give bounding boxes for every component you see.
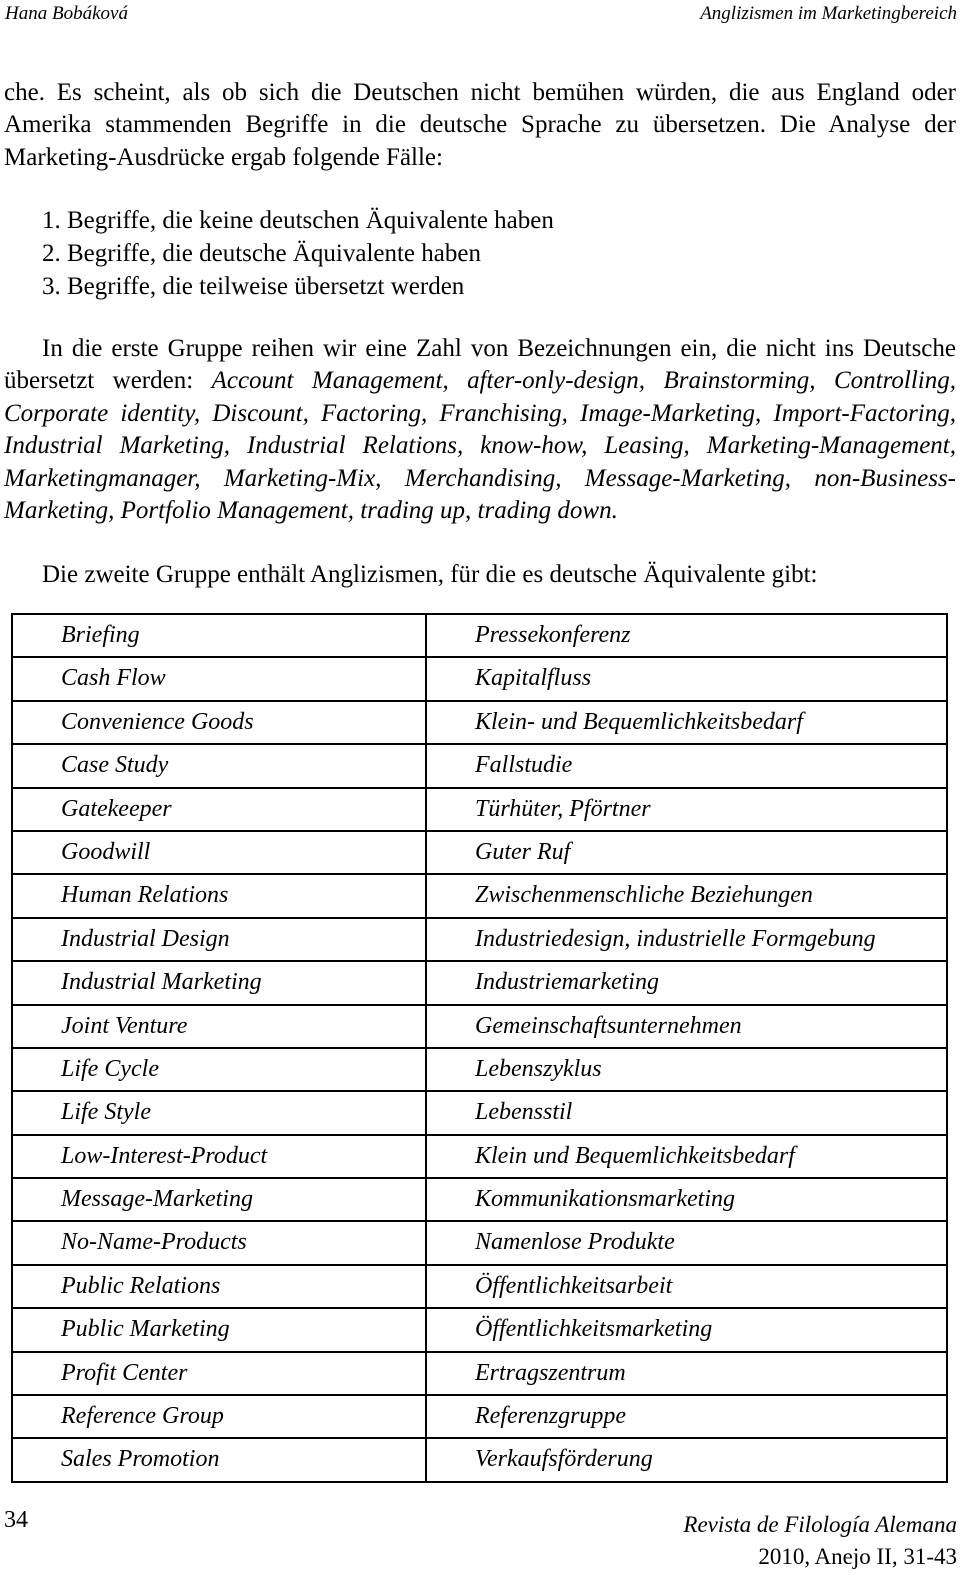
- list-item: 2. Begriffe, die deutsche Äquivalente haben: [42, 240, 481, 267]
- english-term-cell: Profit Center: [11, 1353, 425, 1394]
- page-number: 34: [4, 1507, 28, 1533]
- german-equivalent-cell: Ertragszentrum: [425, 1353, 948, 1394]
- table-row: [11, 1090, 948, 1133]
- anglicism-table: [11, 613, 948, 1483]
- english-term-cell: Case Study: [11, 745, 425, 786]
- german-equivalent-cell: Fallstudie: [425, 745, 948, 786]
- running-header-author: Hana Bobáková: [5, 3, 128, 24]
- table-row: [11, 1264, 948, 1307]
- english-term-cell: Briefing: [11, 615, 425, 656]
- table-row: [11, 613, 948, 656]
- table-row: [11, 1177, 948, 1220]
- german-equivalent-cell: Öffentlichkeitsarbeit: [425, 1266, 948, 1307]
- german-equivalent-cell: Industriedesign, industrielle Formgebung: [425, 919, 948, 960]
- german-equivalent-cell: Verkaufsförderung: [425, 1439, 948, 1480]
- german-equivalent-cell: Pressekonferenz: [425, 615, 948, 656]
- table-row: [11, 1351, 948, 1394]
- list-item: 1. Begriffe, die keine deutschen Äquivalente haben: [42, 207, 554, 234]
- english-term-cell: Cash Flow: [11, 658, 425, 699]
- paragraph-intro: In die erste Gruppe reihen wir eine Zahl von Bezeichnungen ein, die nicht ins Deutsche übersetzt werden:: [4, 335, 956, 395]
- category-list: [42, 204, 554, 303]
- english-term-cell: No-Name-Products: [11, 1222, 425, 1263]
- table-row: [11, 917, 948, 960]
- german-equivalent-cell: Gemeinschaftsunternehmen: [425, 1006, 948, 1047]
- german-equivalent-cell: Kommunikationsmarketing: [425, 1179, 948, 1220]
- table-row: [11, 873, 948, 916]
- table-row: [11, 1047, 948, 1090]
- german-equivalent-cell: Kapitalfluss: [425, 658, 948, 699]
- table-row: [11, 656, 948, 699]
- german-equivalent-cell: Guter Ruf: [425, 832, 948, 873]
- german-equivalent-cell: Türhüter, Pförtner: [425, 789, 948, 830]
- table-row: [11, 787, 948, 830]
- table-row: [11, 1004, 948, 1047]
- german-equivalent-cell: Öffentlichkeitsmarketing: [425, 1309, 948, 1350]
- table-row: [11, 1437, 948, 1482]
- english-term-cell: Human Relations: [11, 875, 425, 916]
- table-row: [11, 830, 948, 873]
- german-equivalent-cell: Zwischenmenschliche Beziehungen: [425, 875, 948, 916]
- german-equivalent-cell: Klein und Bequemlichkeitsbedarf: [425, 1136, 948, 1177]
- term-list: Account Management, after-only-design, Brainstorming, Controlling, Corporate identity, Discount, Factoring, Franchising, Image-Marketing, Import-Factoring, Industrial Marketing, Industrial Relations, know-how, Leasing, Marketing-Management, Marketingmanager, Marketing-Mix, Merchandising, Message-Marketing, non-Business-Marketing, Portfolio Management, trading up, trading down.: [4, 367, 956, 525]
- english-term-cell: Low-Interest-Product: [11, 1136, 425, 1177]
- english-term-cell: Industrial Marketing: [11, 962, 425, 1003]
- table-row: [11, 960, 948, 1003]
- paragraph-continuation: che. Es scheint, als ob sich die Deutschen nicht bemühen würden, die aus England oder Amerika stammenden Begriffe in die deutsche Sprache zu übersetzen. Die Analyse der Marketing-Ausdrücke ergab folgende Fälle:: [4, 79, 956, 171]
- english-term-cell: Joint Venture: [11, 1006, 425, 1047]
- english-term-cell: Sales Promotion: [11, 1439, 425, 1480]
- table-row: [11, 1134, 948, 1177]
- german-equivalent-cell: Referenzgruppe: [425, 1396, 948, 1437]
- table-row: [11, 743, 948, 786]
- german-equivalent-cell: Lebenszyklus: [425, 1049, 948, 1090]
- paragraph-second-group: Die zweite Gruppe enthält Anglizismen, für die es deutsche Äquivalente gibt:: [42, 561, 818, 588]
- journal-name: Revista de Filología Alemana: [683, 1512, 957, 1537]
- english-term-cell: Industrial Design: [11, 919, 425, 960]
- english-term-cell: Message-Marketing: [11, 1179, 425, 1220]
- english-term-cell: Public Marketing: [11, 1309, 425, 1350]
- german-equivalent-cell: Lebensstil: [425, 1092, 948, 1133]
- english-term-cell: Goodwill: [11, 832, 425, 873]
- german-equivalent-cell: Namenlose Produkte: [425, 1222, 948, 1263]
- english-term-cell: Life Style: [11, 1092, 425, 1133]
- paragraph-first-group: [4, 333, 956, 527]
- table-row: [11, 700, 948, 743]
- running-header-title: Anglizismen im Marketingbereich: [700, 3, 957, 24]
- english-term-cell: Life Cycle: [11, 1049, 425, 1090]
- german-equivalent-cell: Klein- und Bequemlichkeitsbedarf: [425, 702, 948, 743]
- english-term-cell: Gatekeeper: [11, 789, 425, 830]
- journal-footer: [683, 1509, 957, 1573]
- table-row: [11, 1220, 948, 1263]
- table-row: [11, 1394, 948, 1437]
- german-equivalent-cell: Industriemarketing: [425, 962, 948, 1003]
- journal-issue: 2010, Anejo II, 31-43: [758, 1544, 957, 1569]
- table-row: [11, 1307, 948, 1350]
- english-term-cell: Convenience Goods: [11, 702, 425, 743]
- list-item: 3. Begriffe, die teilweise übersetzt werden: [42, 273, 465, 300]
- english-term-cell: Public Relations: [11, 1266, 425, 1307]
- english-term-cell: Reference Group: [11, 1396, 425, 1437]
